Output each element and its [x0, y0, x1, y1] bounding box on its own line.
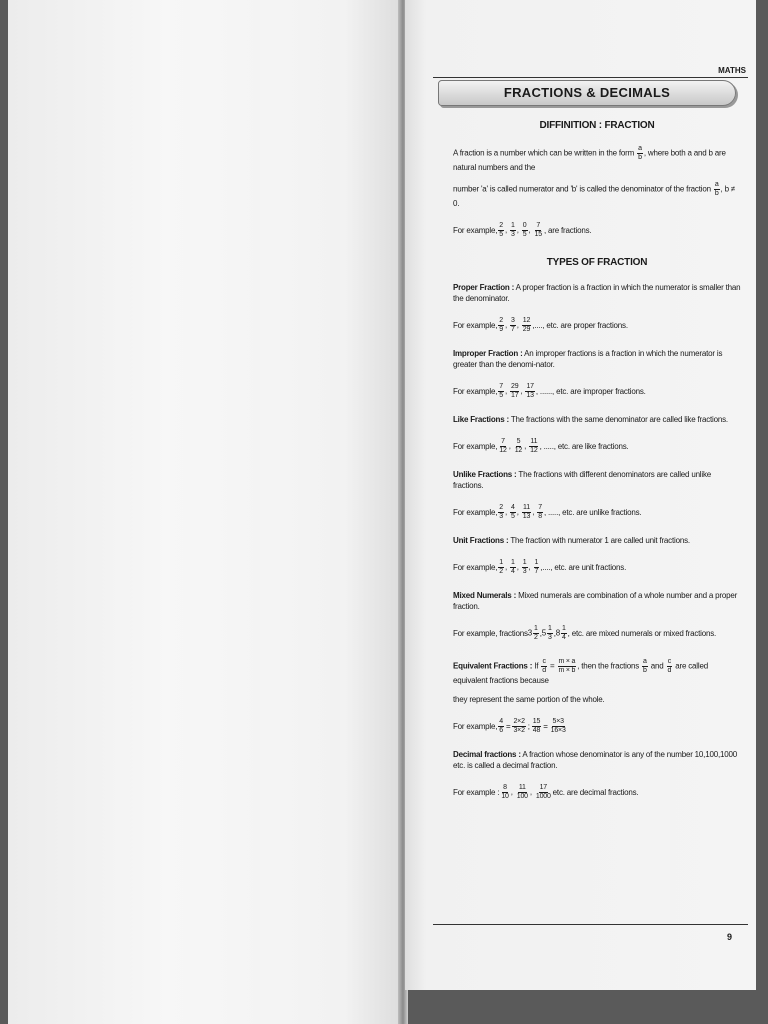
denominator: d [542, 667, 546, 674]
numerator: 2 [499, 221, 503, 229]
fraction [522, 559, 528, 576]
fraction-type-improper [453, 348, 741, 404]
subject-label: MATHS [718, 66, 746, 75]
fraction [498, 222, 504, 239]
fraction-type-like [453, 414, 741, 459]
equivalent-description [453, 658, 741, 686]
denominator: 4 [511, 567, 515, 575]
fraction [529, 438, 538, 455]
numerator: a [638, 145, 642, 152]
chapter-title-banner: FRACTIONS & DECIMALS [438, 80, 736, 106]
numerator: a [643, 658, 647, 665]
fraction-list [497, 504, 544, 521]
numerator: 15 [532, 717, 541, 725]
denominator: 2 [534, 633, 538, 641]
comma: , [528, 225, 533, 235]
comma: , [516, 225, 521, 235]
numerator: 29 [511, 382, 519, 390]
fraction [500, 784, 509, 801]
operator: = [506, 721, 511, 731]
numerator: 7 [538, 503, 542, 511]
denominator: 12 [514, 446, 523, 454]
fraction [533, 625, 539, 642]
type-desc: The fractions with the same denominator are called like fractions. [508, 415, 728, 424]
fraction [561, 625, 567, 642]
comma: , [524, 441, 529, 451]
numerator: 7 [536, 221, 541, 229]
mixed-description [453, 590, 741, 612]
numerator: 4 [511, 503, 515, 511]
fraction-type-proper [453, 282, 741, 338]
example-label: For example, [453, 721, 498, 731]
denominator: d [667, 667, 672, 674]
whole-number: 3 [527, 628, 532, 638]
equivalent-example [453, 713, 741, 739]
comma: , [505, 225, 510, 235]
numerator: 5×3 [552, 717, 564, 725]
mixed-term: Mixed Numerals : [453, 591, 517, 600]
fraction [532, 718, 541, 735]
equals-sign: = [547, 661, 557, 671]
fraction [522, 222, 528, 239]
example-tail: , ....., etc. are like fractions. [539, 441, 629, 451]
type-example [453, 312, 741, 338]
example-tail: , etc. are mixed numerals or mixed fractions. [567, 628, 717, 638]
equivalent-line-2: they represent the same portion of the whole. [453, 695, 605, 704]
denominator: 16×3 [550, 726, 566, 734]
decimal-description [453, 749, 741, 771]
fraction [510, 504, 516, 521]
fraction-list [499, 784, 552, 801]
right-page [405, 0, 756, 990]
comma: , [505, 562, 510, 572]
type-desc: The fraction with numerator 1 are called unit fractions. [508, 536, 690, 545]
numerator: 2 [499, 503, 503, 511]
fraction [498, 559, 504, 576]
numerator: 1 [522, 558, 527, 566]
type-description [453, 535, 741, 546]
example-tail: ,...., etc. are unit fractions. [540, 562, 627, 572]
type-example [453, 554, 741, 580]
denominator: 29 [522, 325, 531, 333]
numerator: 5 [516, 437, 521, 445]
example-label: For example, [453, 562, 498, 572]
comma: , [528, 562, 533, 572]
type-description [453, 414, 741, 425]
numerator: 12 [522, 316, 531, 324]
comma: , [516, 320, 521, 330]
fraction [514, 438, 523, 455]
fraction [534, 222, 543, 239]
fraction [547, 625, 553, 642]
comma: , [505, 386, 510, 396]
numerator: 4 [499, 717, 503, 725]
denominator: 3×2 [513, 726, 525, 734]
operator: ; [527, 721, 530, 731]
numerator: 1 [534, 558, 539, 566]
fraction [498, 718, 504, 735]
decimal-example [453, 779, 741, 805]
comma: , [505, 507, 510, 517]
definition-text: A fraction is a number which can be written in the form [453, 148, 637, 158]
whole-number: 5 [541, 628, 546, 638]
fraction-type-unlike [453, 469, 741, 525]
numerator: m × a [558, 658, 576, 665]
numerator: 1 [547, 624, 552, 632]
numerator: 11 [518, 783, 526, 791]
type-term: Improper Fraction : [453, 349, 523, 358]
denominator: b [643, 667, 647, 674]
equivalent-and: and [648, 661, 666, 671]
fraction [498, 317, 504, 334]
example-tail: , ......, etc. are improper fractions. [535, 386, 646, 396]
definition-text: , where both a and b are natural numbers and the [453, 148, 726, 172]
denominator: 7 [534, 567, 539, 575]
numerator: 17 [539, 783, 547, 791]
mixed-desc: Mixed numerals are combination of a whole number and a proper fraction. [453, 591, 738, 611]
fraction [550, 718, 567, 735]
denominator: 5 [511, 512, 515, 520]
fraction-type-unit [453, 535, 741, 580]
header-rule [433, 77, 748, 78]
type-description [453, 282, 741, 304]
type-example [453, 499, 741, 525]
fraction [558, 658, 577, 675]
denominator: 10 [501, 792, 509, 800]
example-tail: , ....., etc. are unlike fractions. [543, 507, 642, 517]
left-page-blank [8, 0, 404, 1024]
denominator: 5 [499, 391, 503, 399]
page-number: 9 [726, 932, 732, 942]
numerator: 7 [499, 382, 503, 390]
fraction [522, 504, 531, 521]
comma: , [510, 787, 515, 797]
fraction [642, 658, 648, 675]
denominator: 15 [534, 230, 542, 238]
operator: = [543, 721, 548, 731]
mixed-numeral-2 [542, 625, 554, 642]
numerator: 1 [499, 558, 503, 566]
fraction [510, 559, 516, 576]
fraction [637, 145, 643, 162]
fraction [498, 438, 507, 455]
type-description [453, 348, 741, 370]
denominator: 3 [499, 512, 503, 520]
comma: , [505, 320, 510, 330]
decimal-fractions-section [453, 749, 741, 805]
numerator: 11 [523, 503, 530, 511]
comma: , [520, 386, 525, 396]
example-label: For example, [453, 386, 498, 396]
fraction [667, 658, 673, 675]
example-label: For example, fractions [453, 628, 528, 638]
type-term: Unlike Fractions : [453, 470, 517, 479]
numerator: c [542, 658, 546, 665]
denominator: 7 [511, 325, 515, 333]
mixed-numeral-1 [528, 625, 540, 642]
fraction [541, 658, 547, 675]
definition-text: number 'a' is called numerator and 'b' is called the denominator of the fraction [453, 184, 713, 194]
mixed-example: For example, fractions 3 $\frac{1}{2}$ , 5 $\frac{1}{3}$ , 8 $\frac{1}{4}$ , etc. are mixed numerals or mixed fractions. [453, 624, 717, 641]
denominator: m × b [558, 667, 576, 674]
comma: , [508, 441, 513, 451]
denominator: 9 [499, 325, 503, 333]
fraction-list [497, 559, 540, 576]
fraction [516, 784, 529, 801]
denominator: b [714, 190, 719, 197]
fraction [498, 504, 504, 521]
example-label: For example : [453, 787, 500, 797]
denominator: 3 [522, 567, 527, 575]
denominator: 12 [499, 446, 507, 454]
denominator: 48 [532, 726, 541, 734]
denominator: 17 [511, 391, 519, 399]
example-label: For example, [453, 441, 498, 451]
denominator: 13 [526, 391, 534, 399]
type-description [453, 469, 741, 491]
denominator: 1000 [535, 792, 551, 800]
denominator: 8 [538, 512, 542, 520]
fraction-list [497, 317, 532, 334]
comma: , [529, 787, 534, 797]
type-term: Proper Fraction : [453, 283, 515, 292]
denominator: 3 [547, 633, 552, 641]
comma: , [516, 507, 521, 517]
decimal-desc: A fraction whose denominator is any of the number 10,100,1000 etc. is called a decimal fraction. [453, 750, 737, 770]
equivalent-fractions-section [453, 658, 741, 739]
denominator: 12 [530, 446, 538, 454]
numerator: 1 [561, 624, 566, 632]
type-term: Unit Fractions : [453, 536, 509, 545]
decimal-term: Decimal fractions : [453, 750, 521, 759]
numerator: 2 [499, 316, 503, 324]
type-desc: The fractions with different denominators are called unlike fractions. [453, 470, 712, 490]
fraction [714, 181, 720, 198]
fraction [537, 504, 543, 521]
example-tail: , are fractions. [543, 225, 592, 235]
fraction-list [497, 222, 544, 239]
type-example [453, 433, 741, 459]
equivalent-desc-end: are called equivalent fractions because [453, 661, 708, 685]
numerator: 8 [503, 783, 507, 791]
comma: , [516, 562, 521, 572]
type-desc: A proper fraction is a fraction in which the numerator is smaller than the denominator. [453, 283, 741, 303]
type-example [453, 378, 741, 404]
fraction-types-list [453, 282, 741, 580]
numerator: 11 [530, 437, 538, 445]
fraction [510, 317, 516, 334]
definition-paragraph-1 [453, 145, 741, 173]
numerator: 17 [526, 382, 534, 390]
denominator: 5 [499, 230, 503, 238]
types-heading: TYPES OF FRACTION [546, 257, 648, 268]
type-desc: An improper fractions is a fraction in which the numerator is greater than the denomi-nator. [453, 349, 723, 369]
denominator: 100 [516, 792, 528, 800]
fraction [535, 784, 552, 801]
numerator: 0 [522, 221, 527, 229]
fraction-list [497, 438, 539, 455]
example-tail: etc. are decimal fractions. [552, 787, 639, 797]
numerator: c [667, 658, 672, 665]
example-tail: ,...., etc. are proper fractions. [532, 320, 628, 330]
mixed-numerals-section [453, 590, 741, 646]
comma: , [532, 507, 537, 517]
example-label: For example, [453, 320, 498, 330]
equivalent-if: If [532, 661, 541, 671]
example-label: For example, [453, 225, 498, 235]
numerator: 1 [511, 221, 515, 229]
whole-number: 8 [555, 628, 560, 638]
definition-paragraph-2 [453, 181, 741, 209]
numerator: 1 [511, 558, 515, 566]
denominator: 13 [522, 512, 531, 520]
fraction [522, 317, 531, 334]
denominator: 3 [511, 230, 515, 238]
numerator: 1 [534, 624, 538, 632]
fraction [525, 383, 534, 400]
example-label: For example, [453, 507, 498, 517]
equivalent-mid: , then the fractions [577, 661, 642, 671]
fraction [498, 383, 504, 400]
denominator: 4 [561, 633, 566, 641]
denominator: 2 [499, 567, 503, 575]
definition-example [453, 217, 741, 243]
mixed-numeral-3 [556, 625, 568, 642]
numerator: 2×2 [513, 717, 525, 725]
numerator: 7 [501, 437, 505, 445]
definition-heading: DIFFINITION : FRACTION [539, 120, 655, 131]
denominator: 6 [499, 726, 503, 734]
numerator: 3 [511, 316, 515, 324]
fraction [510, 383, 519, 400]
fraction [510, 222, 516, 239]
fraction-list [497, 383, 536, 400]
fraction [534, 559, 540, 576]
definition-text: , b ≠ 0. [453, 184, 736, 208]
fraction [512, 718, 525, 735]
denominator: b [638, 154, 642, 161]
numerator: a [714, 181, 719, 188]
page-content [453, 120, 741, 815]
denominator: 5 [522, 230, 527, 238]
equivalent-term: Equivalent Fractions : [453, 661, 533, 671]
type-term: Like Fractions : [453, 415, 509, 424]
footer-rule [433, 924, 748, 925]
